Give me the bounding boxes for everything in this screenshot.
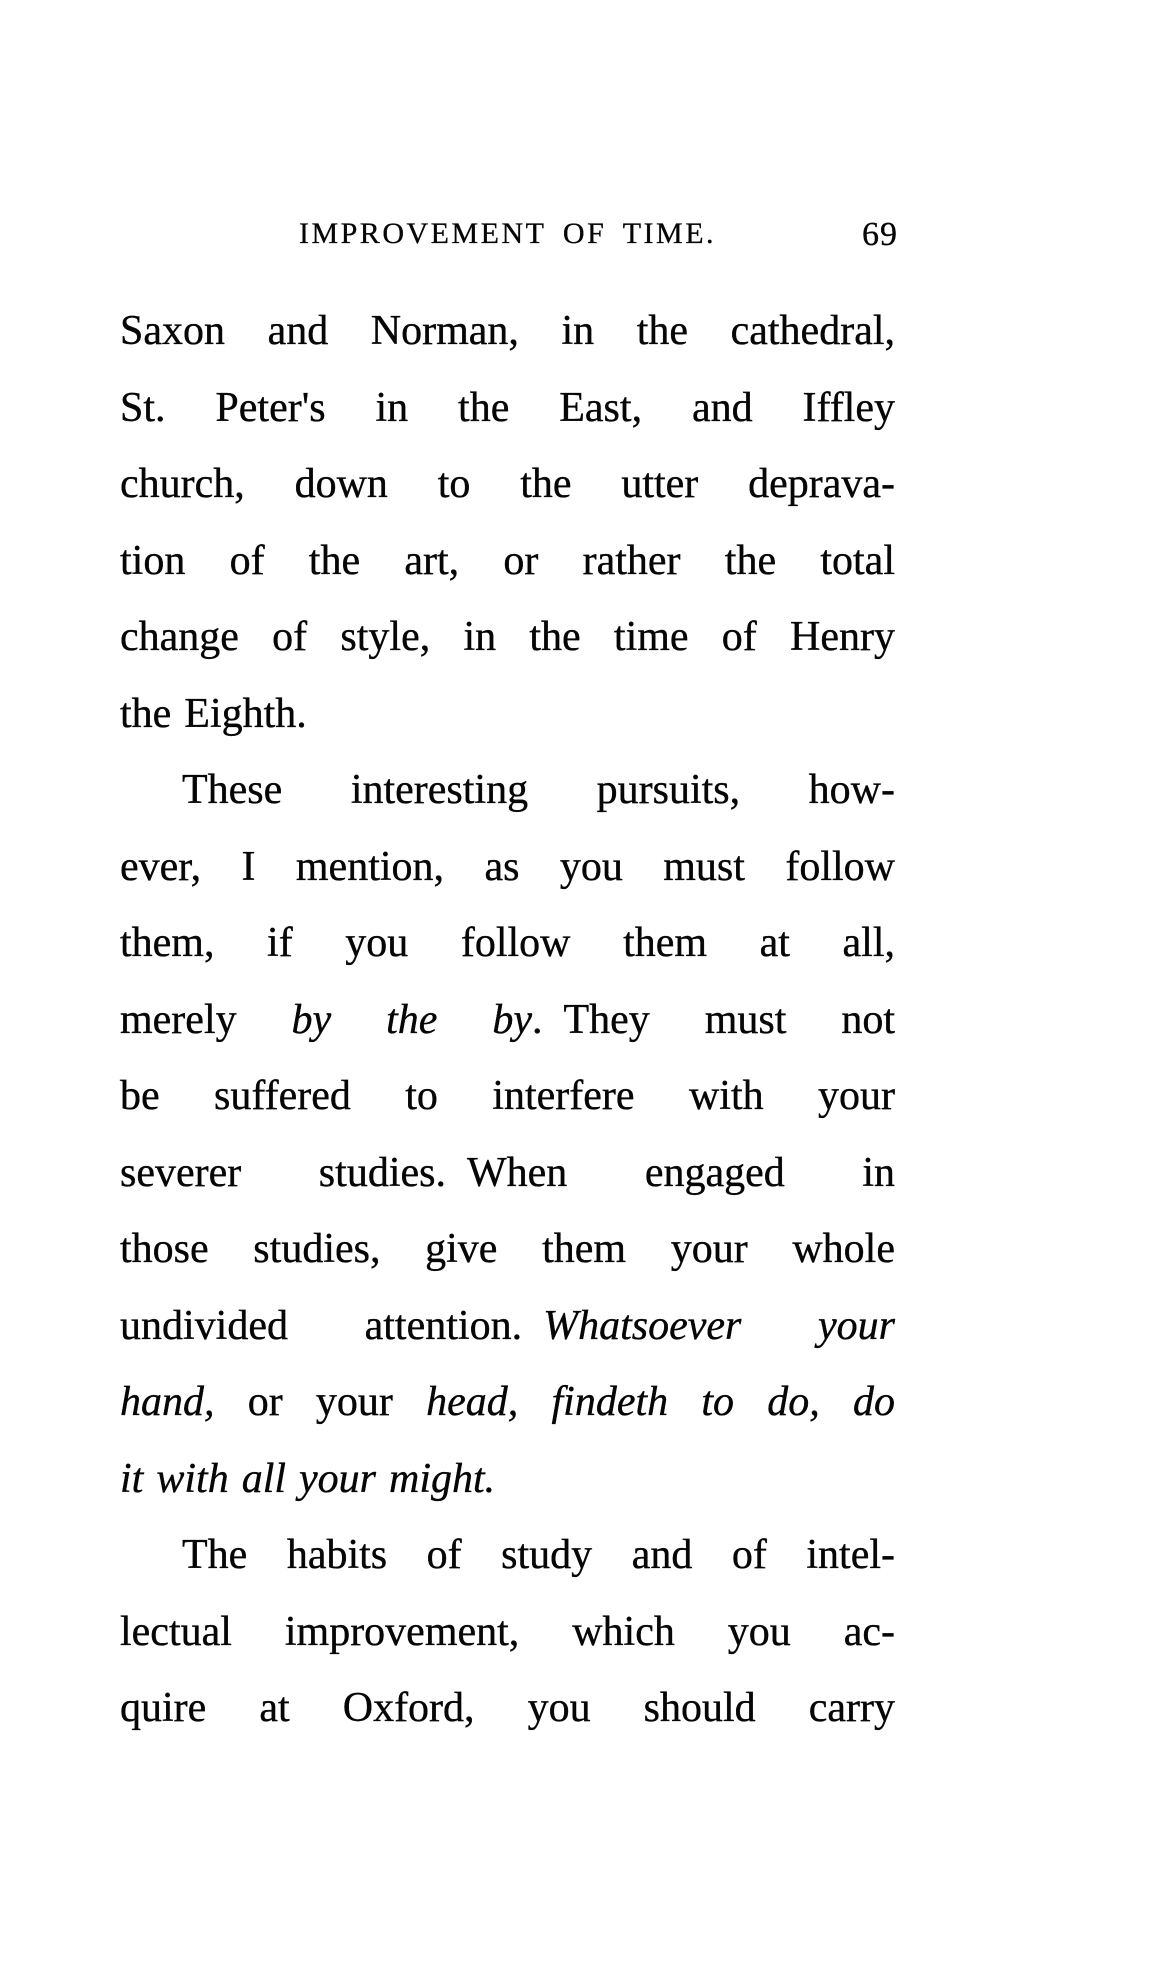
text-segment: the Eighth. [120, 690, 307, 737]
text-line [120, 1211, 895, 1288]
text-line [120, 982, 895, 1059]
text-segment: These interesting pursuits, how- [182, 767, 895, 813]
text-line [120, 1594, 895, 1671]
italic-text-segment: Whatsoever your [543, 1302, 895, 1349]
italic-text-segment: by the by [291, 996, 532, 1043]
text-line [120, 829, 895, 906]
text-segment: . They must not [532, 996, 896, 1043]
text-segment: ever, I mention, as you must follow [120, 843, 895, 890]
text-segment: lectual improvement, which you ac- [120, 1608, 895, 1655]
text-segment: St. Peter's in the East, and Iffley [120, 384, 895, 431]
text-line [120, 446, 895, 523]
italic-text-segment: head, findeth to do, do [426, 1379, 895, 1425]
text-line [120, 1441, 895, 1518]
text-line [120, 1058, 895, 1135]
text-line [120, 599, 895, 676]
text-line [120, 523, 895, 600]
text-segment: Saxon and Norman, in the cathedral, [120, 308, 895, 354]
text-line [120, 1670, 895, 1747]
text-segment: The habits of study and of intel- [182, 1532, 895, 1578]
text-line [120, 1288, 895, 1365]
text-segment: undivided attention. [120, 1302, 544, 1349]
text-segment: change of style, in the time of Henry [120, 614, 895, 660]
running-header-title: IMPROVEMENT OF TIME. [298, 217, 717, 250]
italic-text-segment: it with all your might. [120, 1455, 496, 1502]
text-line [120, 370, 895, 447]
text-segment: church, down to the utter deprava- [120, 461, 895, 507]
text-line [120, 905, 895, 982]
text-line [120, 676, 895, 753]
text-segment: them, if you follow them at all, [120, 920, 895, 966]
text-line [120, 752, 895, 829]
text-line [120, 293, 895, 370]
text-segment: tion of the art, or rather the total [120, 537, 895, 584]
text-line [120, 1135, 895, 1212]
text-segment: severer studies. When engaged in [120, 1149, 895, 1196]
text-block [120, 293, 895, 1747]
italic-text-segment: hand, [120, 1379, 215, 1425]
text-segment: be suffered to interfere with your [120, 1073, 895, 1119]
text-line [120, 1517, 895, 1594]
text-segment: quire at Oxford, you should carry [120, 1685, 895, 1731]
page-number: 69 [862, 216, 898, 253]
text-segment: those studies, give them your whole [120, 1226, 895, 1272]
text-line [120, 1364, 895, 1441]
text-segment: or your [214, 1379, 427, 1425]
text-segment: merely [120, 996, 292, 1043]
